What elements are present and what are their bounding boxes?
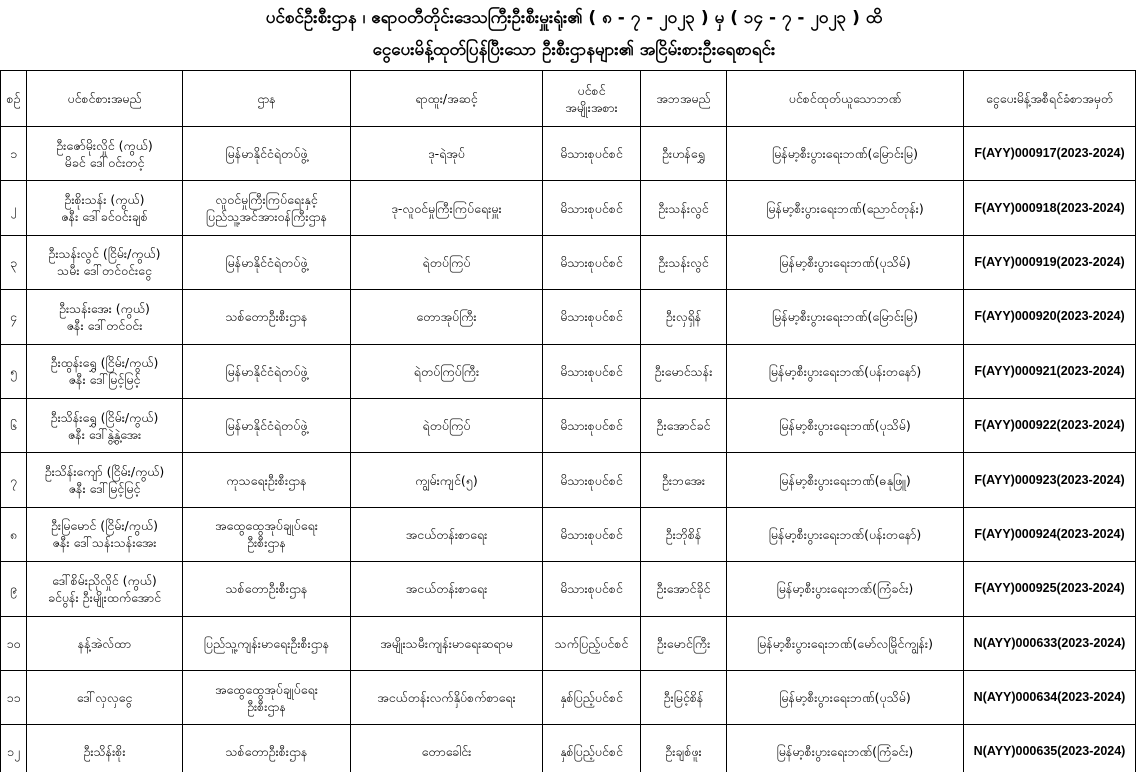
cell-bank: မြန်မာ့စီးပွားရေးဘဏ်(မော်လမြိုင်ကျွန်း) bbox=[727, 616, 964, 670]
cell-pensioner-name bbox=[27, 616, 183, 670]
cell-pensioner-name-line2: ဇနီး ဒေါ်သန်းသန်းအေး bbox=[52, 535, 157, 551]
cell-department bbox=[183, 344, 351, 398]
cell-pension-type: မိသားစုပင်စင် bbox=[543, 127, 641, 181]
cell-order-number: N(AYY)000635(2023-2024) bbox=[964, 725, 1136, 772]
table-row bbox=[1, 562, 1136, 616]
cell-pensioner-name-line2: ဇနီး ဒေါ်နွဲ့နွဲ့အေး bbox=[67, 426, 142, 442]
cell-bank: မြန်မာ့စီးပွားရေးဘဏ်(ကြံခင်း) bbox=[727, 562, 964, 616]
cell-department bbox=[183, 398, 351, 452]
cell-pensioner-name bbox=[27, 127, 183, 181]
cell-department-line1: ကုသရေးဦးစီးဌာန bbox=[226, 472, 307, 488]
cell-pensioner-name-line1: နန့်အဲလ်ထာ bbox=[77, 635, 132, 651]
table-row bbox=[1, 127, 1136, 181]
header-no: စဉ် bbox=[1, 71, 27, 127]
cell-rank: ဒု-လူဝင်မှုကြီးကြပ်ရေးမှူး bbox=[351, 181, 543, 235]
cell-department bbox=[183, 290, 351, 344]
cell-no: ၈ bbox=[1, 507, 27, 561]
table-row bbox=[1, 670, 1136, 724]
cell-bank: မြန်မာ့စီးပွားရေးဘဏ်(ကြံခင်း) bbox=[727, 725, 964, 772]
cell-pensioner-name bbox=[27, 181, 183, 235]
cell-department bbox=[183, 725, 351, 772]
cell-department-line1: အထွေထွေအုပ်ချုပ်ရေး bbox=[215, 681, 318, 697]
cell-no: ၁၁ bbox=[1, 670, 27, 724]
cell-pensioner-name-line1: ဦးစိုးသန်း (ကွယ်) bbox=[64, 192, 145, 208]
header-order-number: ငွေပေးမိန့်အစီရင်ခံစာအမှတ် bbox=[964, 71, 1136, 127]
cell-pension-type: မိသားစုပင်စင် bbox=[543, 398, 641, 452]
cell-department bbox=[183, 616, 351, 670]
cell-pension-type: နှစ်ပြည့်ပင်စင် bbox=[543, 670, 641, 724]
cell-father-name: ဦးလှရှိန် bbox=[641, 290, 727, 344]
cell-father-name: ဦးသန်းလွင် bbox=[641, 235, 727, 289]
cell-order-number: F(AYY)000919(2023-2024) bbox=[964, 235, 1136, 289]
cell-father-name: ဦးမောင်သန်း bbox=[641, 344, 727, 398]
cell-department-line1: လူဝင်မှုကြီးကြပ်ရေးနှင့် bbox=[215, 192, 318, 208]
cell-no: ၆ bbox=[1, 398, 27, 452]
cell-pension-type: မိသားစုပင်စင် bbox=[543, 562, 641, 616]
cell-father-name: ဦးမြင့်စိန် bbox=[641, 670, 727, 724]
cell-department-line2: ဦးစီးဌာန bbox=[247, 535, 286, 551]
cell-pensioner-name bbox=[27, 562, 183, 616]
cell-department-line2: ဦးစီးဌာန bbox=[247, 698, 286, 714]
cell-pensioner-name bbox=[27, 398, 183, 452]
cell-department-line1: အထွေထွေအုပ်ချုပ်ရေး bbox=[215, 518, 318, 534]
cell-pensioner-name-line2: မိခင် ဒေါ်ဝင်းတင့် bbox=[64, 154, 145, 170]
cell-bank: မြန်မာ့စီးပွားရေးဘဏ်(ဓနုဖြူ) bbox=[727, 453, 964, 507]
cell-order-number: F(AYY)000921(2023-2024) bbox=[964, 344, 1136, 398]
cell-pensioner-name-line1: ဦးသိန်းကျော် (ငြိမ်း/ကွယ်) bbox=[44, 464, 165, 480]
cell-bank: မြန်မာ့စီးပွားရေးဘဏ်(ပုသိမ်) bbox=[727, 398, 964, 452]
cell-pensioner-name-line1: ဦးဇော်မိုးလှိုင် (ကွယ်) bbox=[56, 137, 153, 153]
cell-pensioner-name-line2: ဇနီး ဒေါ်မြင့်မြင့် bbox=[68, 372, 141, 388]
header-rank: ရာထူး/အဆင့် bbox=[351, 71, 543, 127]
cell-bank: မြန်မာ့စီးပွားရေးဘဏ်(မြောင်းမြ) bbox=[727, 290, 964, 344]
document-title: ပင်စင်ဦးစီးဌာန ၊ ဧရာဝတီတိုင်းဒေသကြီးဦးစီးမှူးရုံး၏ ( ၈ - ၇ - ၂၀၂၃ ) မှ ( ၁၄ - ၇ - ၂၀၂၃ ) ထိ bbox=[265, 8, 883, 28]
cell-order-number: F(AYY)000924(2023-2024) bbox=[964, 507, 1136, 561]
document-subtitle: ငွေပေးမိန့်ထုတ်ပြန်ပြီးသော ဦးစီးဌာနများ၏ အငြိမ်းစားဦးရေစာရင်း bbox=[372, 40, 776, 60]
header-pension-type-line1: ပင်စင် bbox=[577, 82, 606, 98]
cell-pensioner-name bbox=[27, 725, 183, 772]
header-pension-type-line2: အမျိုးအစား bbox=[565, 99, 618, 115]
cell-rank: အမျိုးသမီးကျန်းမာရေးဆရာမ bbox=[351, 616, 543, 670]
header-pensioner-name: ပင်စင်စားအမည် bbox=[27, 71, 183, 127]
cell-pensioner-name-line2: ဇနီး ဒေါ်တင်ဝင်း bbox=[66, 317, 143, 333]
cell-pensioner-name bbox=[27, 290, 183, 344]
cell-pensioner-name-line1: ဦးထွန်းရွှေ (ငြိမ်း/ကွယ်) bbox=[50, 355, 159, 371]
cell-order-number: F(AYY)000922(2023-2024) bbox=[964, 398, 1136, 452]
cell-pensioner-name-line1: ဦးမြမောင် (ငြိမ်း/ကွယ်) bbox=[50, 518, 158, 534]
cell-rank: အငယ်တန်းစာရေး bbox=[351, 562, 543, 616]
table-row bbox=[1, 344, 1136, 398]
cell-pensioner-name-line2: သမီး ဒေါ်တင်ဝင်းငွေ bbox=[57, 263, 152, 279]
cell-department bbox=[183, 127, 351, 181]
cell-department bbox=[183, 453, 351, 507]
cell-pensioner-name-line1: ဒေါ်လှလှငွေ bbox=[76, 690, 133, 706]
table-row bbox=[1, 453, 1136, 507]
cell-rank: ရဲတပ်ကြပ် bbox=[351, 235, 543, 289]
cell-father-name: ဦးသန်းလွင် bbox=[641, 181, 727, 235]
cell-bank: မြန်မာ့စီးပွားရေးဘဏ်(ပုသိမ်) bbox=[727, 235, 964, 289]
cell-order-number: F(AYY)000918(2023-2024) bbox=[964, 181, 1136, 235]
cell-no: ၇ bbox=[1, 453, 27, 507]
header-row bbox=[1, 71, 1136, 127]
cell-bank: မြန်မာ့စီးပွားရေးဘဏ်(ညောင်တုန်း) bbox=[727, 181, 964, 235]
cell-order-number: N(AYY)000633(2023-2024) bbox=[964, 616, 1136, 670]
cell-father-name: ဦးချစ်ဖူး bbox=[641, 725, 727, 772]
cell-pensioner-name-line1: ဦးသိန်းစိုး bbox=[83, 744, 126, 760]
cell-no: ၅ bbox=[1, 344, 27, 398]
cell-department bbox=[183, 507, 351, 561]
cell-bank: မြန်မာ့စီးပွားရေးဘဏ်(ပုသိမ်) bbox=[727, 670, 964, 724]
cell-pensioner-name bbox=[27, 235, 183, 289]
cell-department bbox=[183, 562, 351, 616]
cell-pension-type: မိသားစုပင်စင် bbox=[543, 235, 641, 289]
cell-department-line1: သစ်တောဦးစီးဌာန bbox=[225, 581, 308, 597]
cell-pensioner-name-line1: ဒေါ်စိမ်းညိုလှိုင် (ကွယ်) bbox=[52, 572, 157, 588]
cell-pension-type: နှစ်ပြည့်ပင်စင် bbox=[543, 725, 641, 772]
cell-pension-type: မိသားစုပင်စင် bbox=[543, 344, 641, 398]
cell-father-name: ဦးဘအေး bbox=[641, 453, 727, 507]
cell-rank: ရဲတပ်ကြပ် bbox=[351, 398, 543, 452]
cell-order-number: F(AYY)000925(2023-2024) bbox=[964, 562, 1136, 616]
cell-pension-type: မိသားစုပင်စင် bbox=[543, 507, 641, 561]
cell-department-line1: မြန်မာနိုင်ငံရဲတပ်ဖွဲ့ bbox=[225, 146, 308, 162]
cell-bank: မြန်မာ့စီးပွားရေးဘဏ်(ပန်းတနော်) bbox=[727, 507, 964, 561]
cell-order-number: F(AYY)000923(2023-2024) bbox=[964, 453, 1136, 507]
cell-no: ၁ bbox=[1, 127, 27, 181]
cell-father-name: ဦးဘိုစိန် bbox=[641, 507, 727, 561]
cell-rank: အငယ်တန်းစာရေး bbox=[351, 507, 543, 561]
header-bank: ပင်စင်ထုတ်ယူသောဘဏ် bbox=[727, 71, 964, 127]
cell-pension-type: မိသားစုပင်စင် bbox=[543, 181, 641, 235]
header-pension-type bbox=[543, 71, 641, 127]
cell-order-number: F(AYY)000917(2023-2024) bbox=[964, 127, 1136, 181]
cell-bank: မြန်မာ့စီးပွားရေးဘဏ်(မြောင်းမြ) bbox=[727, 127, 964, 181]
cell-pension-type: မိသားစုပင်စင် bbox=[543, 290, 641, 344]
cell-father-name: ဦးအောင်ခိုင် bbox=[641, 562, 727, 616]
table-row bbox=[1, 616, 1136, 670]
header-father-name: အဘအမည် bbox=[641, 71, 727, 127]
cell-pensioner-name-line2: ခင်ပွန်း ဦးမျိုးထက်အောင် bbox=[47, 589, 162, 605]
cell-rank: တောခေါင်း bbox=[351, 725, 543, 772]
table-row bbox=[1, 290, 1136, 344]
cell-pensioner-name bbox=[27, 507, 183, 561]
cell-order-number: F(AYY)000920(2023-2024) bbox=[964, 290, 1136, 344]
cell-department-line1: မြန်မာနိုင်ငံရဲတပ်ဖွဲ့ bbox=[225, 418, 308, 434]
cell-no: ၁၂ bbox=[1, 725, 27, 772]
cell-rank: ဒု-ရဲအုပ် bbox=[351, 127, 543, 181]
cell-rank: ရဲတပ်ကြပ်ကြီး bbox=[351, 344, 543, 398]
cell-pensioner-name-line1: ဦးသိန်းရွှေ (ငြိမ်း/ကွယ်) bbox=[50, 409, 159, 425]
cell-no: ၂ bbox=[1, 181, 27, 235]
cell-pensioner-name bbox=[27, 344, 183, 398]
cell-pensioner-name-line1: ဦးသန်းလွင် (ငြိမ်း/ကွယ်) bbox=[48, 246, 161, 262]
cell-department-line1: သစ်တောဦးစီးဌာန bbox=[225, 744, 308, 760]
cell-department bbox=[183, 181, 351, 235]
cell-department-line1: မြန်မာနိုင်ငံရဲတပ်ဖွဲ့ bbox=[225, 363, 308, 379]
table-body bbox=[1, 127, 1136, 772]
cell-order-number: N(AYY)000634(2023-2024) bbox=[964, 670, 1136, 724]
cell-pensioner-name-line2: ဇနီး ဒေါ်ခင်ဝင်းချစ် bbox=[61, 209, 148, 225]
cell-no: ၉ bbox=[1, 562, 27, 616]
cell-department bbox=[183, 235, 351, 289]
table-row bbox=[1, 181, 1136, 235]
cell-father-name: ဦးအောင်ခင် bbox=[641, 398, 727, 452]
cell-rank: တောအုပ်ကြီး bbox=[351, 290, 543, 344]
cell-pension-type: သက်ပြည့်ပင်စင် bbox=[543, 616, 641, 670]
table-row bbox=[1, 398, 1136, 452]
cell-pensioner-name-line1: ဦးသန်းအေး (ကွယ်) bbox=[59, 300, 150, 316]
cell-no: ၃ bbox=[1, 235, 27, 289]
cell-department-line2: ပြည်သူ့အင်အားဝန်ကြီးဌာန bbox=[205, 209, 328, 225]
cell-no: ၁၀ bbox=[1, 616, 27, 670]
cell-father-name: ဦးမောင်ကြီး bbox=[641, 616, 727, 670]
table-row bbox=[1, 725, 1136, 772]
cell-pensioner-name-line2: ဇနီး ဒေါ်မြင့်မြင့် bbox=[68, 481, 141, 497]
cell-pensioner-name bbox=[27, 670, 183, 724]
cell-department-line1: ပြည်သူ့ကျန်းမာရေးဦးစီးဌာန bbox=[203, 635, 330, 651]
cell-rank: အငယ်တန်းလက်နှိပ်စက်စာရေး bbox=[351, 670, 543, 724]
cell-no: ၄ bbox=[1, 290, 27, 344]
pension-register-table bbox=[0, 70, 1136, 772]
table-row bbox=[1, 507, 1136, 561]
cell-pensioner-name bbox=[27, 453, 183, 507]
table-row bbox=[1, 235, 1136, 289]
cell-father-name: ဦးဟန်ရွှေ bbox=[641, 127, 727, 181]
cell-pension-type: မိသားစုပင်စင် bbox=[543, 453, 641, 507]
cell-department-line1: သစ်တောဦးစီးဌာန bbox=[225, 309, 308, 325]
cell-department-line1: မြန်မာနိုင်ငံရဲတပ်ဖွဲ့ bbox=[225, 254, 308, 270]
cell-rank: ကျွမ်းကျင်(၅) bbox=[351, 453, 543, 507]
header-department: ဌာန bbox=[183, 71, 351, 127]
cell-department bbox=[183, 670, 351, 724]
cell-bank: မြန်မာ့စီးပွားရေးဘဏ်(ပန်းတနော်) bbox=[727, 344, 964, 398]
